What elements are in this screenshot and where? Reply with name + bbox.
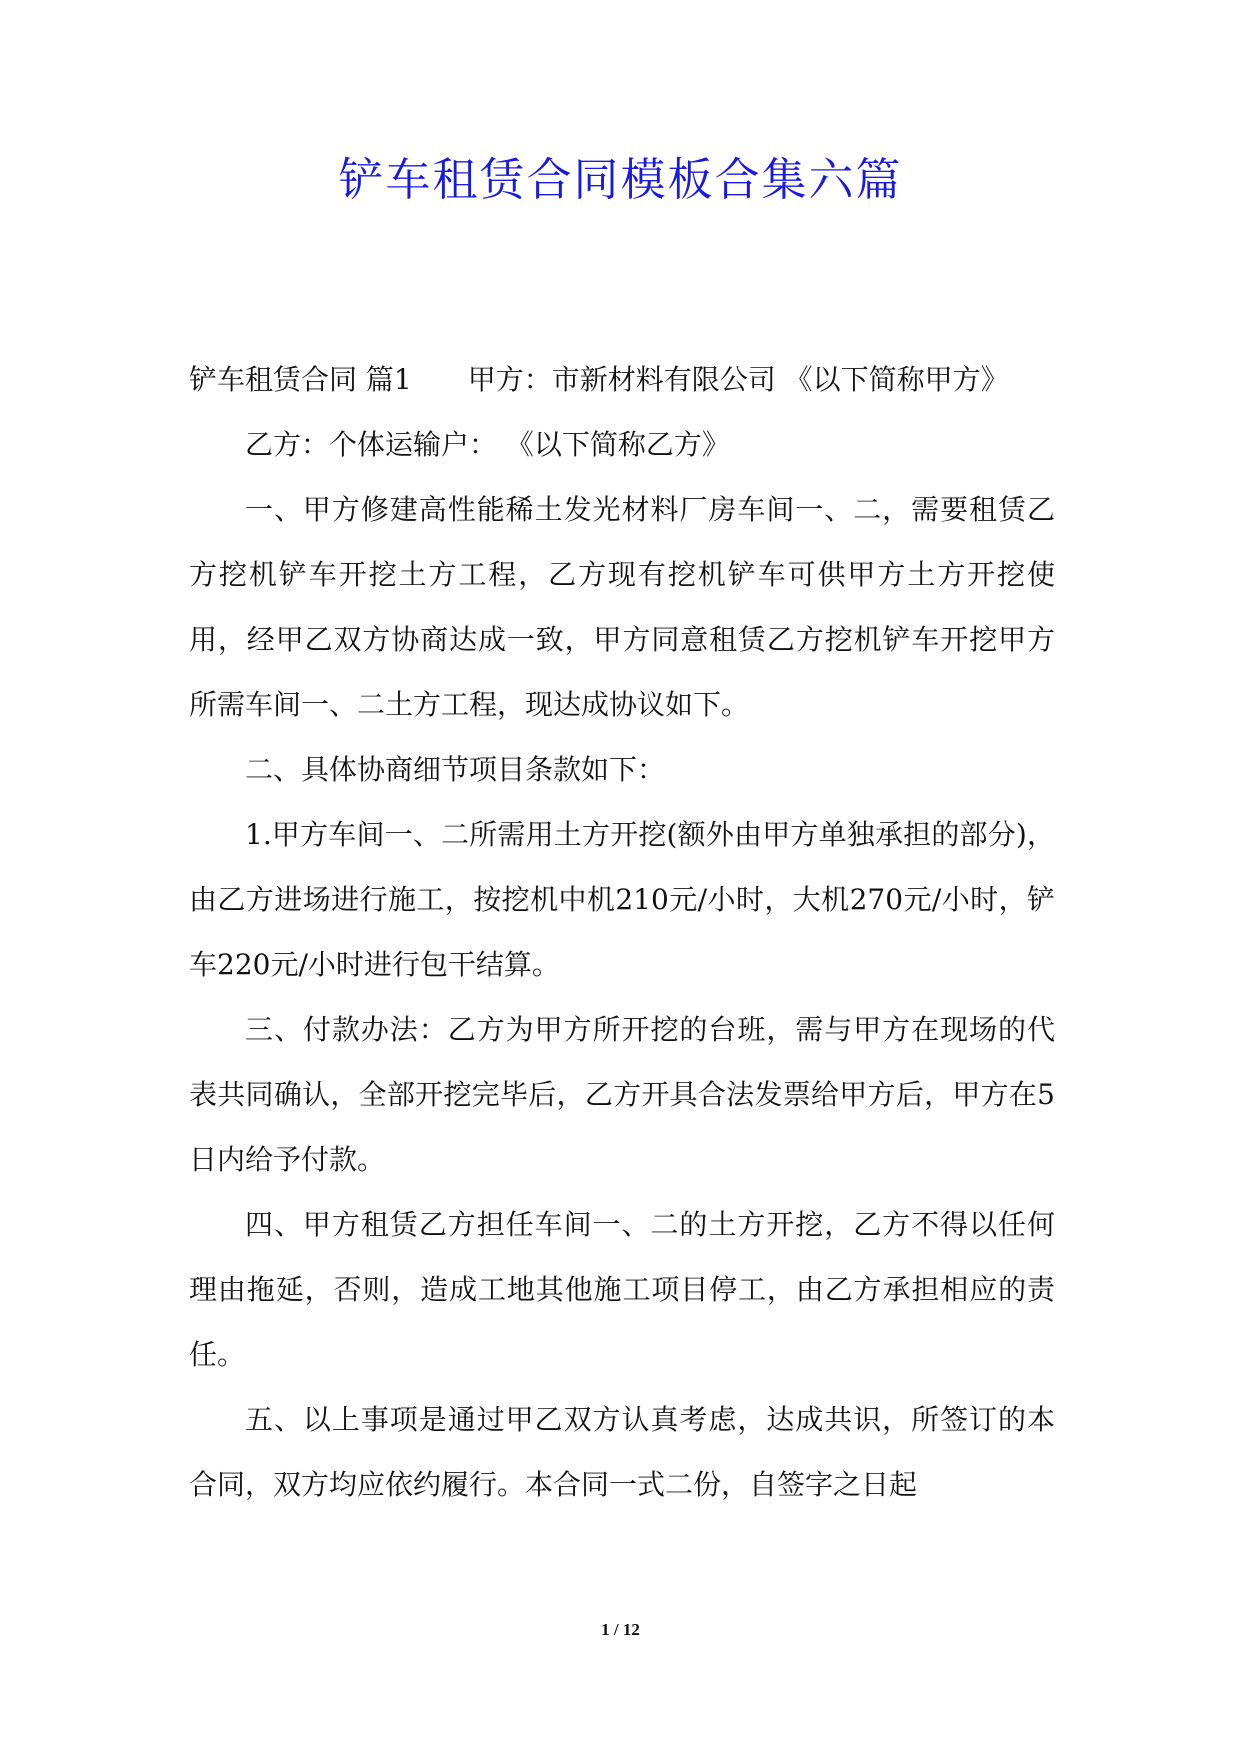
paragraph-clause-3: 三、付款办法：乙方为甲方所开挖的台班，需与甲方在现场的代表共同确认，全部开挖完毕后，乙方开具合法发票给甲方后，甲方在5日内给予付款。 — [189, 1013, 1055, 1176]
page-number: 1 / 12 — [601, 1620, 640, 1639]
document-body — [189, 347, 1055, 1517]
paragraph-clause-1: 一、甲方修建高性能稀土发光材料厂房车间一、二，需要租赁乙方挖机铲车开挖土方工程，乙方现有挖机铲车可供甲方土方开挖使用，经甲乙双方协商达成一致，甲方同意租赁乙方挖机铲车开挖甲方所需车间一、二土方工程，现达成协议如下。 — [189, 493, 1055, 721]
paragraph-clause-5: 五、以上事项是通过甲乙双方认真考虑，达成共识，所签订的本合同，双方均应依约履行。本合同一式二份，自签字之日起 — [189, 1403, 1055, 1501]
paragraph-clause-2-item-1: 1.甲方车间一、二所需用土方开挖(额外由甲方单独承担的部分)，由乙方进场进行施工，按挖机中机210元/小时，大机270元/小时，铲车220元/小时进行包干结算。 — [189, 818, 1055, 981]
paragraph-clause-4: 四、甲方租赁乙方担任车间一、二的土方开挖，乙方不得以任何理由拖延，否则，造成工地其他施工项目停工，由乙方承担相应的责任。 — [189, 1208, 1055, 1371]
paragraph-intro: 铲车租赁合同 篇1 甲方：市新材料有限公司 《以下简称甲方》 — [189, 363, 1009, 396]
document-title: 铲车租赁合同模板合集六篇 — [338, 153, 903, 206]
paragraph-party-b: 乙方：个体运输户： 《以下简称乙方》 — [245, 428, 730, 461]
paragraph-clause-2: 二、具体协商细节项目条款如下： — [245, 753, 666, 786]
